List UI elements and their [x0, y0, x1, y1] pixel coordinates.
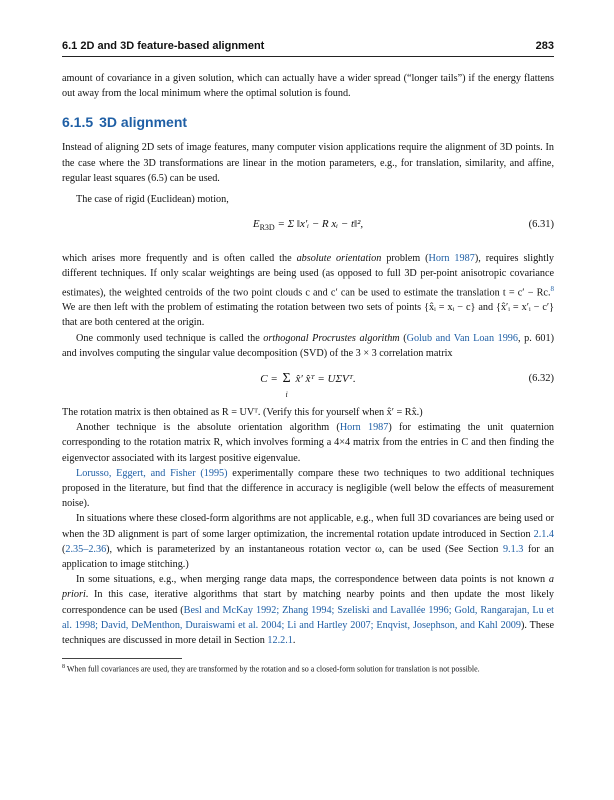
paragraph-3: which arises more frequently and is often called the absolute orientation problem (Horn 1987), requires slightly different techniques. If only scalar weightings are being used (as opposed to full 3D per-point anisotropic covariance estimates), the weighted centroids of the two point clouds c and c′ can be used to estimate the translation t = c′ − Rc.$^8$ We are then left with the problem of estimating the rotation between two sets of points {x̂ᵢ = xᵢ − c} and {x̂′ᵢ = x′ᵢ − c′} that are both centered at the origin.	[62, 253, 555, 329]
footnote-mark: 8	[62, 664, 65, 671]
intro-paragraph: amount of covariance in a given solution, which can actually have a wider spread (“longer tails”) if the energy flattens out away from the local minimum where the optimal solution is found.	[62, 73, 554, 100]
footnote-marker[interactable]: 8	[550, 284, 554, 293]
paragraph-6: Another technique is the absolute orientation algorithm (Horn 1987) for estimating the unit quaternion corresponding to the rotation matrix R, which involves forming a 4×4 matrix from the entries in C and then finding the eigenvector associated with its largest positive eigenvalue.	[62, 422, 555, 464]
equation-6-32	[62, 367, 554, 398]
section-ref-link[interactable]: 9.1.3	[502, 543, 524, 555]
section-title: 3D alignment	[99, 114, 188, 131]
section-ref-link[interactable]: 2.1.4	[533, 528, 554, 540]
paragraph-9: In some situations, e.g., when merging range data maps, the correspondence between data points is not known a priori. In this case, iterative algorithms that start by matching nearby points and then update the most likely correspondence can be used (Besl and McKay 1992; Zhang 1994; Szeliski and Lavallée 1996; Gold, Rangarajan, Lu et al. 1998; David, DeMenthon, Duraiswami et al. 2004; Li and Hartley 2007; Enqvist, Josephson, and Kahl 2009). These techniques are discussed in more detail in Section 12.2.1.	[62, 574, 554, 647]
paragraph-4: One commonly used technique is called the orthogonal Procrustes algorithm (Golub and Van Loan 1996, p. 601) and involves computing the singular value decomposition (SVD) of the 3 × 3 correlation matrix	[62, 332, 554, 359]
citation-link[interactable]: Horn 1987	[428, 253, 475, 265]
equation-6-31-math: $E_{R3D} = \Sigma$ ‖x′ᵢ − R xᵢ − t‖²,	[252, 218, 364, 233]
running-header	[62, 40, 554, 52]
page-body	[62, 71, 554, 675]
page-number: 283	[535, 40, 554, 52]
paragraph-2: The case of rigid (Euclidean) motion,	[76, 194, 229, 206]
equation-6-32-math: C = Σ i x̂′ x̂ᵀ = UΣVᵀ.	[260, 371, 356, 400]
paragraph-7: Lorusso, Eggert, and Fisher (1995) experimentally compare these two techniques to two additional techniques proposed in the literature, but find that the difference in accuracy is negligible (well below the effects of measurement noise).	[62, 467, 554, 510]
footnote-rule	[62, 658, 182, 659]
equation-number-6-32: (6.32)	[528, 373, 554, 385]
equation-6-31	[62, 213, 554, 244]
equation-number-6-31: (6.31)	[528, 219, 554, 231]
sum-symbol: Σ i	[282, 371, 291, 400]
footnote: $^8$ When full covariances are used, they are transformed by the rotation and so a closed-form solution for translation is not possible.	[62, 664, 480, 674]
paragraph-8: In situations where these closed-form algorithms are not applicable, e.g., when full 3D covariances are being used or when the 3D alignment is part of some larger optimization, the incremental rotation update introduced in Section 2.1.4 (2.35–2.36), which is parameterized by an instantaneous rotation vector ω, can be used (See Section 9.1.3 for an application to image stitching.)	[62, 513, 554, 571]
equation-ref-link[interactable]: 2.35–2.36	[65, 543, 107, 555]
citation-links[interactable]: Besl and McKay 1992; Zhang 1994; Szeliski and Lavallée 1996; Gold, Rangarajan, Lu et al. 1998; David, DeMenthon, Duraiswami et al. 2004; Li and Hartley 2007; Enqvist, Josephson, and Kahl 2009	[62, 604, 554, 631]
paragraph-1: Instead of aligning 2D sets of image features, many computer vision applications require the alignment of 3D points. In the case where the 3D transformations are linear in the motion parameters, e.g., for translation, similarity, and affine, regular least squares (6.5) can be used.	[62, 142, 554, 184]
equation-6-31-rhs: = Σ ‖x′ᵢ − R xᵢ − t‖²,	[277, 218, 364, 231]
header-section-title: 6.1 2D and 3D feature-based alignment	[62, 40, 265, 52]
section-heading	[62, 114, 554, 131]
section-number: 6.1.5	[62, 114, 94, 131]
section-ref-link[interactable]: 12.2.1	[267, 635, 293, 647]
citation-link[interactable]: Lorusso, Eggert, and Fisher (1995)	[76, 467, 228, 479]
header-rule	[62, 56, 554, 57]
citation-link[interactable]: Horn 1987	[339, 422, 389, 434]
citation-link[interactable]: Golub and Van Loan 1996	[406, 332, 518, 344]
paragraph-5: The rotation matrix is then obtained as R = UVᵀ. (Verify this for yourself when x̂′ = Rx̂.)	[62, 407, 423, 419]
